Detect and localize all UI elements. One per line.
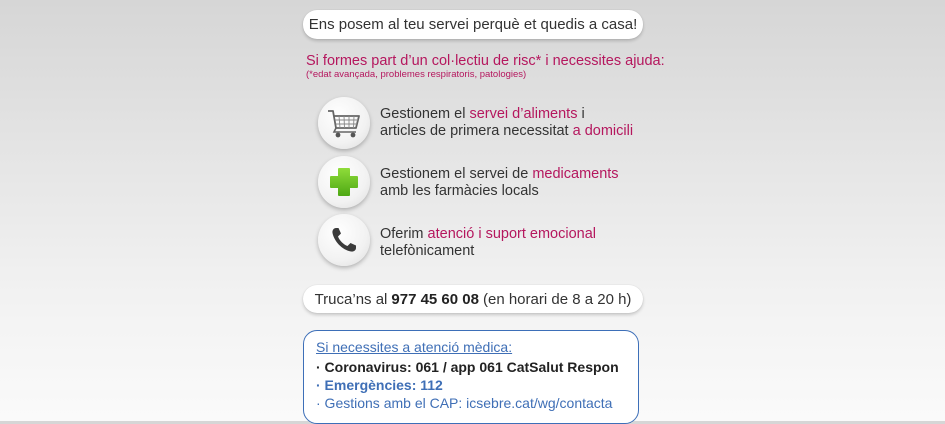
- cap-contact-link[interactable]: · Gestions amb el CAP: icsebre.cat/wg/contacta: [316, 395, 613, 411]
- shopping-cart-icon: [318, 97, 370, 149]
- phone-number[interactable]: 977 45 60 08: [391, 290, 479, 308]
- medical-info-box: [303, 330, 639, 424]
- service-groceries: Gestionem el servei d’aliments i articles de primera necessitat a domicili: [380, 106, 634, 139]
- intro-banner: [303, 10, 643, 39]
- phone-pre: Truca’ns al: [314, 290, 388, 308]
- intro-text: Ens posem al teu servei perquè et quedis a casa!: [308, 16, 638, 33]
- coronavirus-line: · Coronavirus: 061 / app 061 CatSalut Respon: [316, 359, 619, 375]
- service-support: Oferim atenció i suport emocional telefònicament: [380, 226, 596, 259]
- phone-icon: [318, 214, 370, 266]
- medical-title: Si necessites a atenció mèdica:: [316, 339, 513, 355]
- emergency-line: · Emergències: 112: [316, 377, 443, 393]
- phone-hours: (en horari de 8 a 20 h): [482, 290, 632, 308]
- phone-banner: [303, 285, 643, 313]
- risk-group-title: Si formes part d’un col·lectiu de risc* i necessites ajuda:: [306, 53, 665, 69]
- service-medicines: Gestionem el servei de medicaments amb les farmàcies locals: [380, 166, 619, 199]
- medical-cross-icon: [318, 156, 370, 208]
- risk-group-note: (*edat avançada, problemes respiratoris, patologies): [306, 69, 527, 80]
